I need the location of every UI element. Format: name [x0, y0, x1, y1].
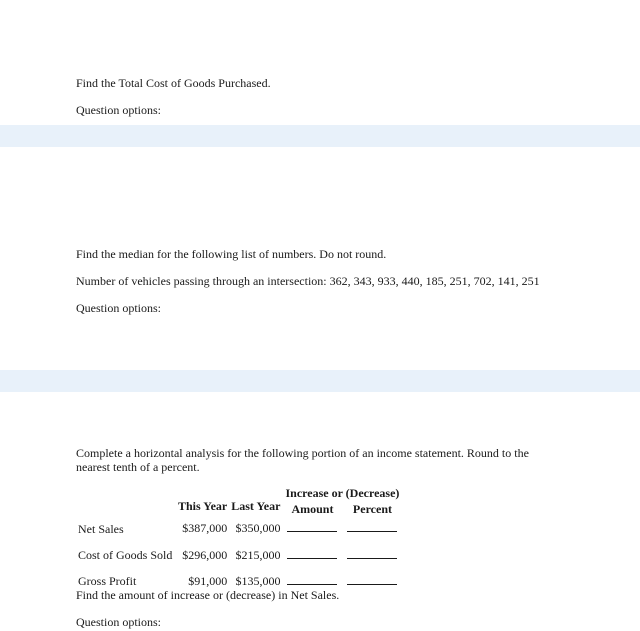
- table-row: [76, 518, 402, 539]
- col-percent: Percent: [352, 502, 392, 516]
- question-divider: [0, 125, 640, 147]
- amount-blank: [282, 539, 342, 571]
- q3-options-label: Question options:: [76, 615, 162, 629]
- income-statement-table: [76, 486, 402, 591]
- q2-prompt: Find the median for the following list of numbers. Do not round.: [76, 247, 387, 261]
- cell-this-year: $91,000: [188, 573, 228, 588]
- col-last-year: Last Year: [231, 498, 281, 513]
- cell-last-year: $135,000: [235, 573, 281, 588]
- q1-options-label: Question options:: [76, 103, 162, 117]
- row-label: Net Sales: [78, 521, 124, 536]
- table-row: [76, 539, 402, 571]
- percent-blank: [342, 518, 402, 539]
- row-label: Gross Profit: [78, 574, 137, 588]
- col-this-year: This Year: [178, 498, 228, 513]
- percent-blank: [342, 571, 402, 591]
- cell-last-year: $350,000: [235, 521, 281, 535]
- cell-this-year: $296,000: [182, 547, 228, 562]
- amount-blank: [282, 518, 342, 539]
- cell-last-year: $215,000: [235, 547, 281, 562]
- q3-prompt: Complete a horizontal analysis for the following portion of an income statement. Round to the nearest tenth of a percent.: [76, 446, 529, 474]
- row-label: Cost of Goods Sold: [78, 548, 173, 562]
- q2-detail: Number of vehicles passing through an intersection: 362, 343, 933, 440, 185, 251, 702, 141, 251: [76, 274, 540, 288]
- question-divider: [0, 370, 640, 392]
- cell-this-year: $387,000: [182, 521, 228, 535]
- col-increase-decrease: Increase or (Decrease): [285, 486, 400, 500]
- q1-prompt: Find the Total Cost of Goods Purchased.: [76, 76, 271, 90]
- table-header-row: [76, 486, 402, 501]
- q3-followup: Find the amount of increase or (decrease) in Net Sales.: [76, 588, 340, 602]
- col-amount: Amount: [291, 502, 334, 516]
- percent-blank: [342, 539, 402, 571]
- q2-options-label: Question options:: [76, 301, 162, 315]
